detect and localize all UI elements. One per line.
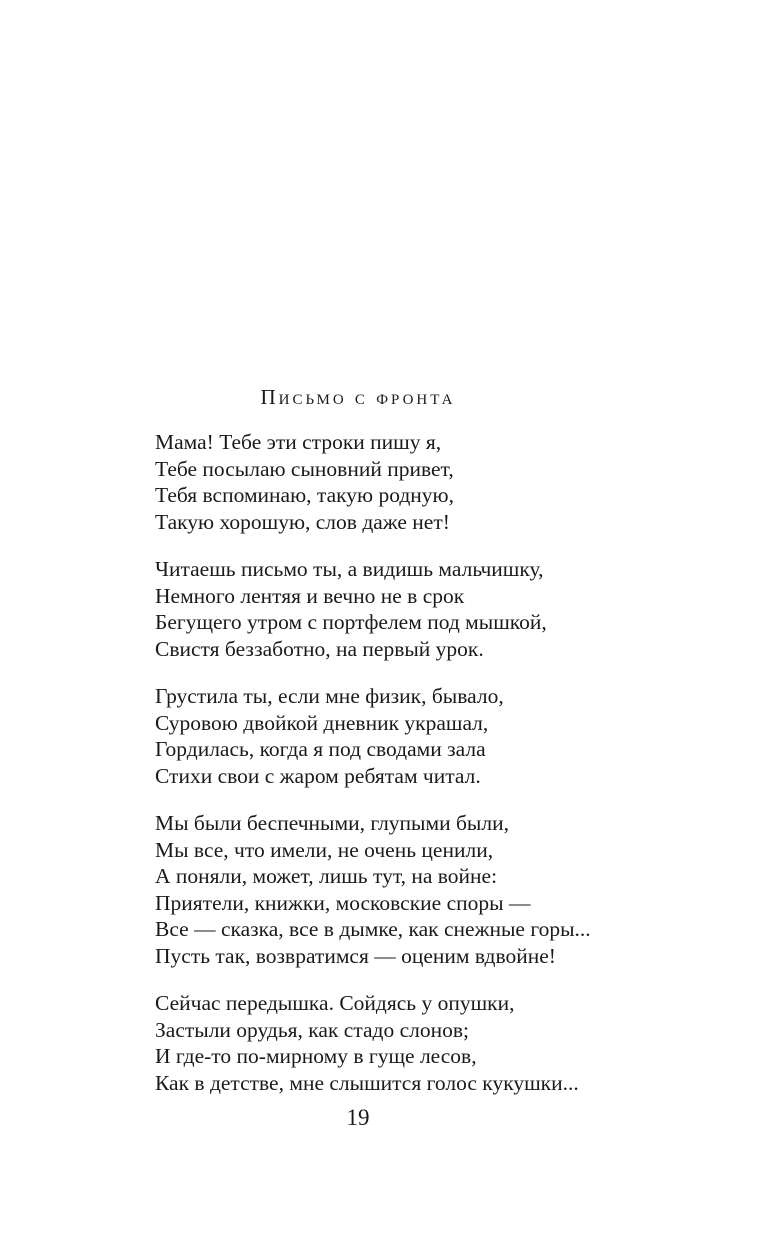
stanza — [155, 556, 715, 662]
poem-line: А поняли, может, лишь тут, на войне: — [155, 864, 498, 888]
poem-line: Немного лентяя и вечно не в срок — [155, 583, 465, 608]
poem-line: Тебе посылаю сыновний привет, — [155, 456, 454, 481]
poem-line: Суровою двойкой дневник украшал, — [155, 710, 489, 735]
poem-line: Мы были беспечными, глупыми были, — [155, 811, 509, 835]
stanza — [155, 429, 715, 535]
stanza — [155, 683, 715, 789]
poem-line: Мама! Тебе эти строки пишу я, — [155, 430, 442, 454]
poem-line: Застыли орудья, как стадо слонов; — [155, 1017, 469, 1042]
poem-title: Письмо с фронта — [260, 385, 456, 409]
poem-line: Бегущего утром с портфелем под мышкой, — [155, 610, 547, 634]
poem-body — [155, 429, 715, 1117]
poem-line: Такую хорошую, слов даже нет! — [155, 509, 450, 534]
stanza — [155, 810, 715, 969]
poem-line: Читаешь письмо ты, а видишь мальчишку, — [155, 557, 544, 581]
poem-line: Сейчас передышка. Сойдясь у опушки, — [155, 991, 515, 1015]
poem-line: Грустила ты, если мне физик, бывало, — [155, 684, 504, 708]
poem-line: Гордилась, когда я под сводами зала — [155, 737, 486, 761]
page-number: 19 — [346, 1105, 370, 1130]
poem-line: Свистя беззаботно, на первый урок. — [155, 636, 484, 661]
stanza — [155, 990, 715, 1096]
poem-line: Пусть так, возвратимся — оценим вдвойне! — [155, 943, 556, 968]
poem-line: И где-то по-мирному в гуще лесов, — [155, 1044, 477, 1068]
poem-line: Все — сказка, все в дымке, как снежные горы... — [155, 917, 591, 941]
poem-line: Мы все, что имели, не очень ценили, — [155, 837, 494, 862]
poem-line: Стихи свои с жаром ребятам читал. — [155, 763, 481, 788]
poem-line: Приятели, книжки, московские споры — — [155, 890, 531, 915]
poem-line: Тебя вспоминаю, такую родную, — [155, 483, 454, 507]
poem-line: Как в детстве, мне слышится голос кукушки... — [155, 1070, 579, 1095]
